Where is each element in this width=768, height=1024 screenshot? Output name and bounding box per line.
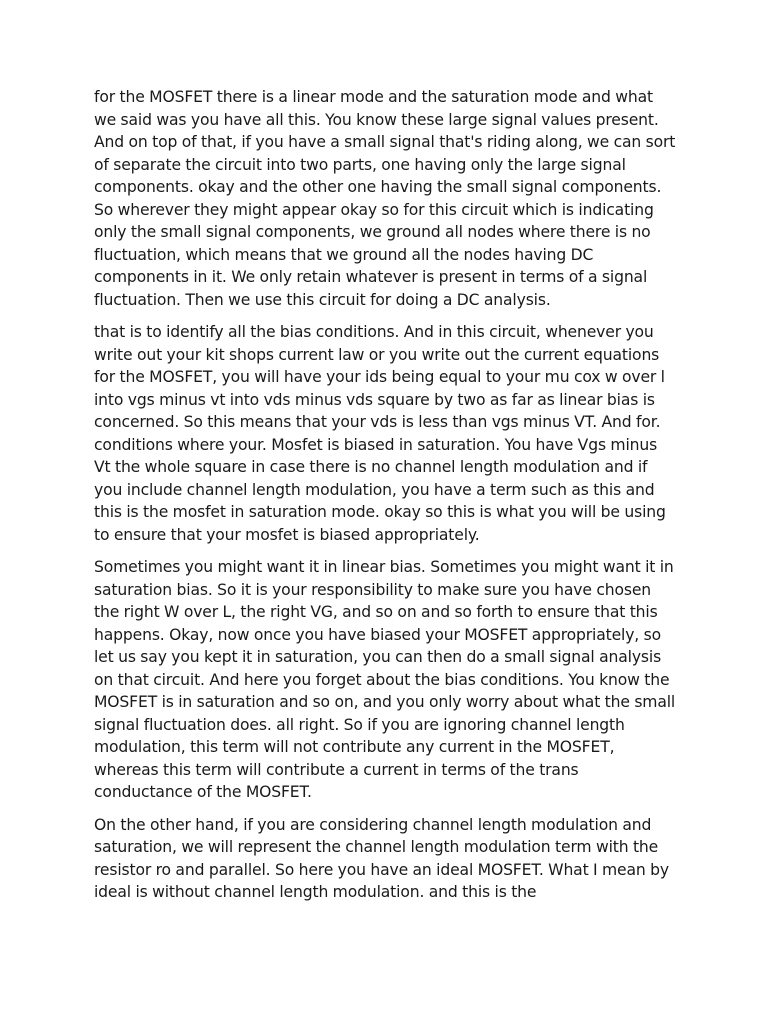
paragraph-3: Sometimes you might want it in linear bias. Sometimes you might want it in saturation bias. So it is your responsibility to make sure you have chosen the right W over L, the right VG, and so on and so forth to ensure that this happens. Okay, now once you have biased your MOSFET appropriately, so let us say you kept it in saturation, you can then do a small signal analysis on that circuit. And here you forget about the bias conditions. You know the MOSFET is in saturation and so on, and you only worry about what the small signal fluctuation does. all right. So if you are ignoring channel length modulation, this term will not contribute any current in the MOSFET, whereas this term will contribute a current in terms of the trans conductance of the MOSFET.: [94, 558, 676, 801]
paragraph-4: On the other hand, if you are considering channel length modulation and saturation, we will represent the channel length modulation term with the resistor ro and parallel. So here you have an ideal MOSFET. What I mean by ideal is without channel length modulation. and this is the: [94, 815, 669, 901]
paragraph-1: for the MOSFET there is a linear mode and the saturation mode and what we said was you have all this. You know these large signal values present. And on top of that, if you have a small signal that's riding along, we can sort of separate the circuit into two parts, one having only the large signal components. okay and the other one having the small signal components. So wherever they might appear okay so for this circuit which is indicating only the small signal components, we ground all nodes where there is no fluctuation, which means that we ground all the nodes having DC components in it. We only retain whatever is present in terms of a signal fluctuation. Then we use this circuit for doing a DC analysis.: [94, 88, 676, 309]
document-body: [94, 86, 678, 904]
paragraph-2: that is to identify all the bias conditions. And in this circuit, whenever you write out your kit shops current law or you write out the current equations for the MOSFET, you will have your ids being equal to your mu cox w over l into vgs minus vt into vds minus vds square by two as far as linear bias is concerned. So this means that your vds is less than vgs minus VT. And for. conditions where your. Mosfet is biased in saturation. You have Vgs minus Vt the whole square in case there is no channel length modulation and if you include channel length modulation, you have a term such as this and this is the mosfet in saturation mode. okay so this is what you will be using to ensure that your mosfet is biased appropriately.: [94, 323, 666, 544]
